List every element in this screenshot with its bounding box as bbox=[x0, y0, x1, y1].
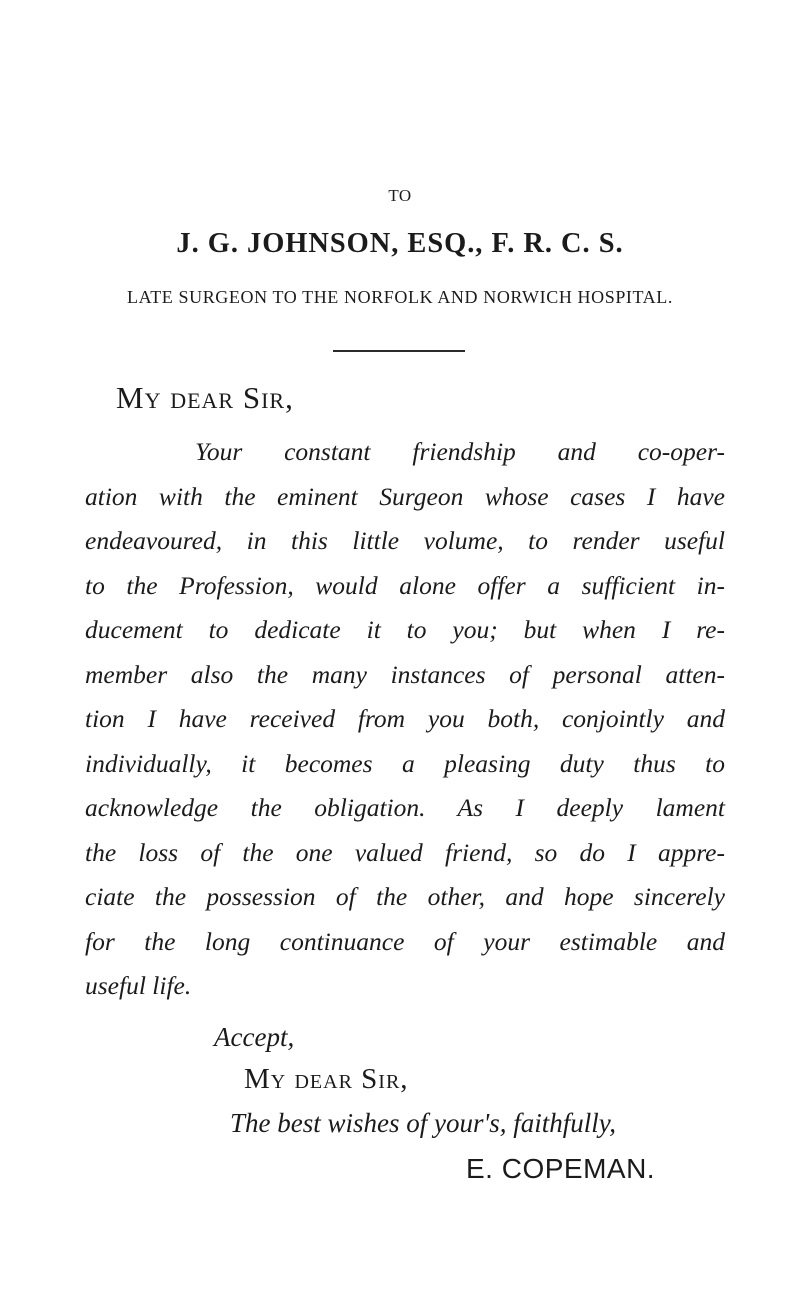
recipient-title: LATE SURGEON TO THE NORFOLK AND NORWICH HOSPITAL. bbox=[127, 287, 673, 307]
body-line: ducement to dedicate it to you; but when I re- bbox=[85, 615, 725, 644]
letter-body bbox=[85, 430, 725, 1009]
to-heading: TO bbox=[388, 186, 412, 205]
body-line: the loss of the one valued friend, so do I appre- bbox=[85, 837, 725, 867]
body-line: endeavoured, in this little volume, to render useful bbox=[85, 526, 725, 555]
body-line: tion I have received from you both, conjointly and bbox=[85, 704, 725, 733]
body-line: acknowledge the obligation. As I deeply lament bbox=[85, 793, 725, 822]
body-line: for the long continuance of your estimable and bbox=[85, 926, 725, 956]
body-line: member also the many instances of personal atten- bbox=[85, 659, 725, 689]
accept-line: Accept, bbox=[214, 1022, 295, 1052]
closing-wishes: The best wishes of your's, faithfully, bbox=[230, 1108, 617, 1138]
body-line: ciate the possession of the other, and hope sincerely bbox=[85, 882, 725, 911]
divider-rule bbox=[333, 350, 465, 352]
body-line: to the Profession, would alone offer a sufficient in- bbox=[85, 570, 725, 600]
signature: E. COPEMAN. bbox=[466, 1153, 656, 1184]
body-line: individually, it becomes a pleasing duty thus to bbox=[85, 748, 725, 778]
recipient-name: J. G. JOHNSON, ESQ., F. R. C. S. bbox=[176, 227, 624, 259]
salutation: My dear Sir, bbox=[116, 380, 294, 415]
body-line: ation with the eminent Surgeon whose cases I have bbox=[85, 481, 725, 511]
body-line: Your constant friendship and co-oper- bbox=[195, 437, 725, 466]
body-line: useful life. bbox=[85, 971, 192, 1000]
closing-salutation: My dear Sir, bbox=[244, 1063, 409, 1095]
